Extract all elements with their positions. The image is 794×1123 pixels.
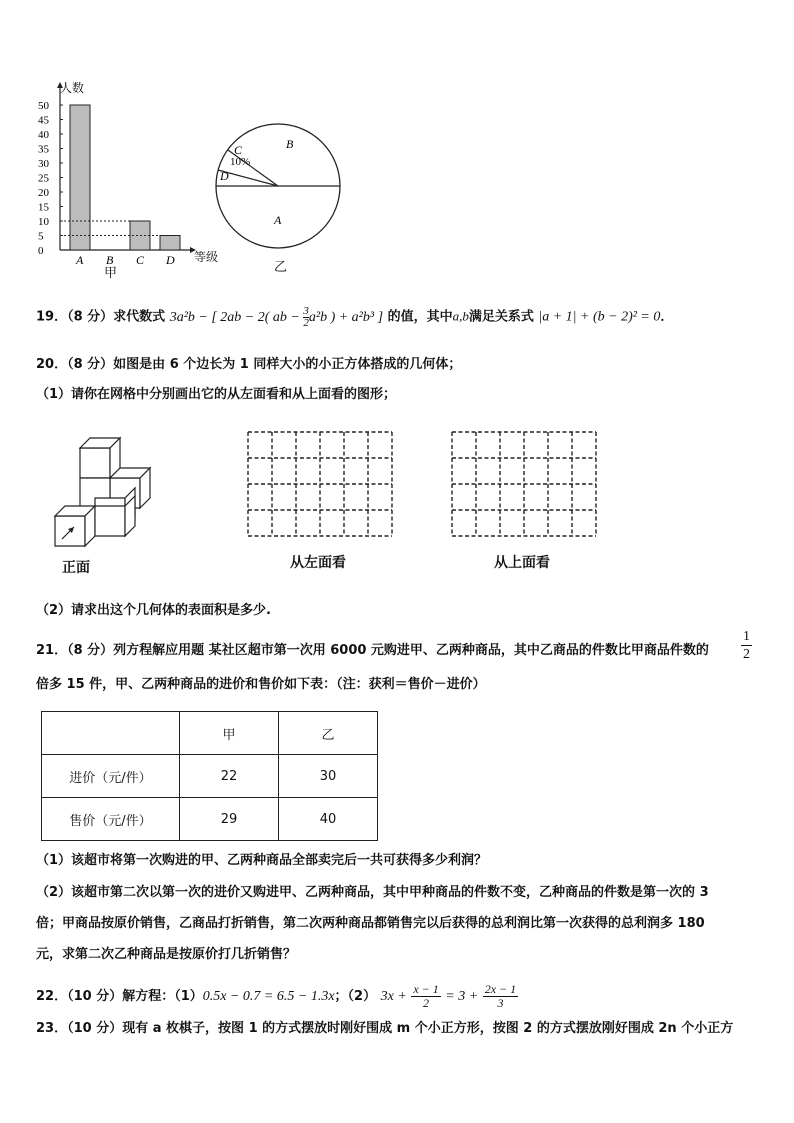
q23-number: 23．（10 分） bbox=[36, 1021, 123, 1036]
pie-chart bbox=[210, 118, 350, 258]
question-19 bbox=[36, 306, 673, 329]
q20-part2: （2）请求出这个几何体的表面积是多少. bbox=[36, 603, 271, 618]
q19-text1: 求代数式 bbox=[113, 309, 166, 325]
bar-x-label-A: A bbox=[76, 253, 84, 267]
question-20 bbox=[36, 356, 461, 374]
q19-text3: 满足关系式 bbox=[468, 309, 534, 325]
pie-label-c-percent: 10% bbox=[230, 156, 251, 168]
pie-chart-title: 乙 bbox=[274, 260, 288, 275]
table-cell: 乙 bbox=[279, 712, 378, 755]
bar-y-tick-label: 10 bbox=[38, 216, 49, 228]
question-22 bbox=[36, 983, 518, 1010]
bar-chart-title: 甲 bbox=[104, 266, 118, 281]
bar-D bbox=[160, 236, 180, 251]
q20-part1: （1）请你在网格中分别画出它的从左面看和从上面看的图形； bbox=[36, 387, 397, 402]
table-cell: 进价（元/件） bbox=[42, 755, 180, 798]
q23-text: 现有 a 枚棋子，按图 1 的方式摆放时刚好围成 m 个小正方形，按图 2 的方式摆放刚好围成 2n 个小正方 bbox=[122, 1021, 734, 1036]
q22-eq1: 0.5x − 0.7 = 6.5 − 1.3x bbox=[202, 989, 335, 1004]
bar-y-tick-label: 5 bbox=[38, 230, 44, 243]
q22-frac2-num: 2x − 1 bbox=[484, 982, 517, 996]
q22-frac1-den: 2 bbox=[423, 996, 430, 1010]
table-cell: 甲 bbox=[180, 712, 279, 755]
q19-expression: 3a²b − [ 2ab − 2( ab − $\frac{3}{2}$ a²b ) + a²b³ ] bbox=[169, 305, 384, 329]
bar-chart-bars bbox=[60, 105, 180, 267]
bar-chart-xlabel: 等级 bbox=[194, 250, 219, 264]
top-view-label: 从上面看 bbox=[494, 555, 550, 571]
q22-frac2-den: 3 bbox=[497, 996, 504, 1010]
left-view-grid[interactable] bbox=[246, 430, 396, 540]
price-table bbox=[41, 711, 378, 841]
pie-label-d: D bbox=[220, 169, 229, 183]
bar-y-tick-label: 20 bbox=[38, 187, 49, 199]
q19-text2: 的值，其中 bbox=[387, 309, 453, 325]
cubes-figure bbox=[50, 428, 170, 558]
q21-fraction bbox=[741, 628, 752, 663]
q21-line2: 倍多 15 件，甲、乙两种商品的进价和售价如下表：（注：获利＝售价－进价） bbox=[36, 677, 486, 692]
question-23 bbox=[36, 1020, 733, 1038]
q22-frac1 bbox=[411, 983, 440, 1010]
q22-frac1-num: x − 1 bbox=[413, 982, 439, 996]
table-cell: 30 bbox=[279, 755, 378, 798]
bar-y-tick-label: 50 bbox=[38, 100, 49, 112]
q19-condition: |a + 1| + (b − 2)² = 0 bbox=[538, 309, 661, 325]
bar-y-tick-label: 35 bbox=[38, 143, 49, 156]
bar-x-label-B: B bbox=[106, 253, 114, 267]
q21-frac-num: 1 bbox=[743, 629, 750, 644]
q20-number: 20．（8 分） bbox=[36, 357, 114, 372]
bar-y-tick-label: 25 bbox=[38, 172, 49, 185]
bar-y-tick-label: 40 bbox=[38, 129, 49, 141]
bar-y-tick-label: 15 bbox=[38, 201, 49, 214]
q22-sep: ；（2） bbox=[334, 989, 377, 1004]
table-row bbox=[42, 755, 378, 798]
bar-x-label-C: C bbox=[136, 253, 145, 267]
bar-y-tick-label: 45 bbox=[38, 114, 49, 127]
table-cell: 40 bbox=[279, 798, 378, 841]
table-cell: 22 bbox=[180, 755, 279, 798]
table-cell: 售价（元/件） bbox=[42, 798, 180, 841]
q21-number: 21．（8 分） bbox=[36, 643, 114, 658]
q22-text: 解方程：（1） bbox=[122, 989, 203, 1004]
q21-line1: 列方程解应用题 某社区超市第一次用 6000 元购进甲、乙两种商品，其中乙商品的件数比甲商品件数的 bbox=[113, 643, 709, 658]
q21-part2-line3: 元，求第二次乙种商品是按原价打几折销售？ bbox=[36, 947, 297, 962]
table-row bbox=[42, 712, 378, 755]
q21-part2-line1: （2）该超市第二次以第一次的进价又购进甲、乙两种商品，其中甲种商品的件数不变，乙种商品的件数是第一次的 3 bbox=[36, 885, 709, 900]
q22-number: 22．（10 分） bbox=[36, 989, 123, 1004]
q20-text: 如图是由 6 个边长为 1 同样大小的小正方体搭成的几何体； bbox=[113, 357, 462, 372]
q19-end: ． bbox=[660, 309, 674, 325]
front-label: 正面 bbox=[62, 560, 90, 576]
bar-chart-axes bbox=[38, 82, 196, 257]
bar-A bbox=[70, 105, 90, 250]
question-21 bbox=[36, 642, 709, 660]
q22-frac2 bbox=[483, 983, 518, 1010]
bar-y-tick-label: 0 bbox=[38, 245, 44, 257]
q22-eq2-left: 3x + bbox=[380, 989, 407, 1004]
pie-label-a: A bbox=[274, 213, 282, 227]
q19-vars: a,b bbox=[452, 308, 469, 324]
q19-number: 19．（8 分） bbox=[36, 309, 114, 325]
top-view-grid[interactable] bbox=[450, 430, 600, 540]
table-row bbox=[42, 798, 378, 841]
pie-label-b: B bbox=[286, 137, 294, 151]
q21-part1: （1）该超市将第一次购进的甲、乙两种商品全部卖完后一共可获得多少利润？ bbox=[36, 853, 488, 868]
q22-eq2-mid: = 3 + bbox=[445, 989, 479, 1004]
q21-frac-den: 2 bbox=[743, 647, 750, 662]
bar-y-tick-label: 30 bbox=[38, 158, 49, 170]
table-cell bbox=[42, 712, 180, 755]
q21-part2-line2: 倍；甲商品按原价销售，乙商品打折销售，第二次两种商品都销售完以后获得的总利润比第一次获得的总利润多 180 bbox=[36, 916, 705, 931]
left-view-label: 从左面看 bbox=[290, 555, 346, 571]
table-cell: 29 bbox=[180, 798, 279, 841]
pie-label-c: C bbox=[234, 143, 243, 157]
bar-chart-ylabel: 人数 bbox=[60, 81, 85, 95]
bar-x-label-D: D bbox=[166, 253, 175, 267]
